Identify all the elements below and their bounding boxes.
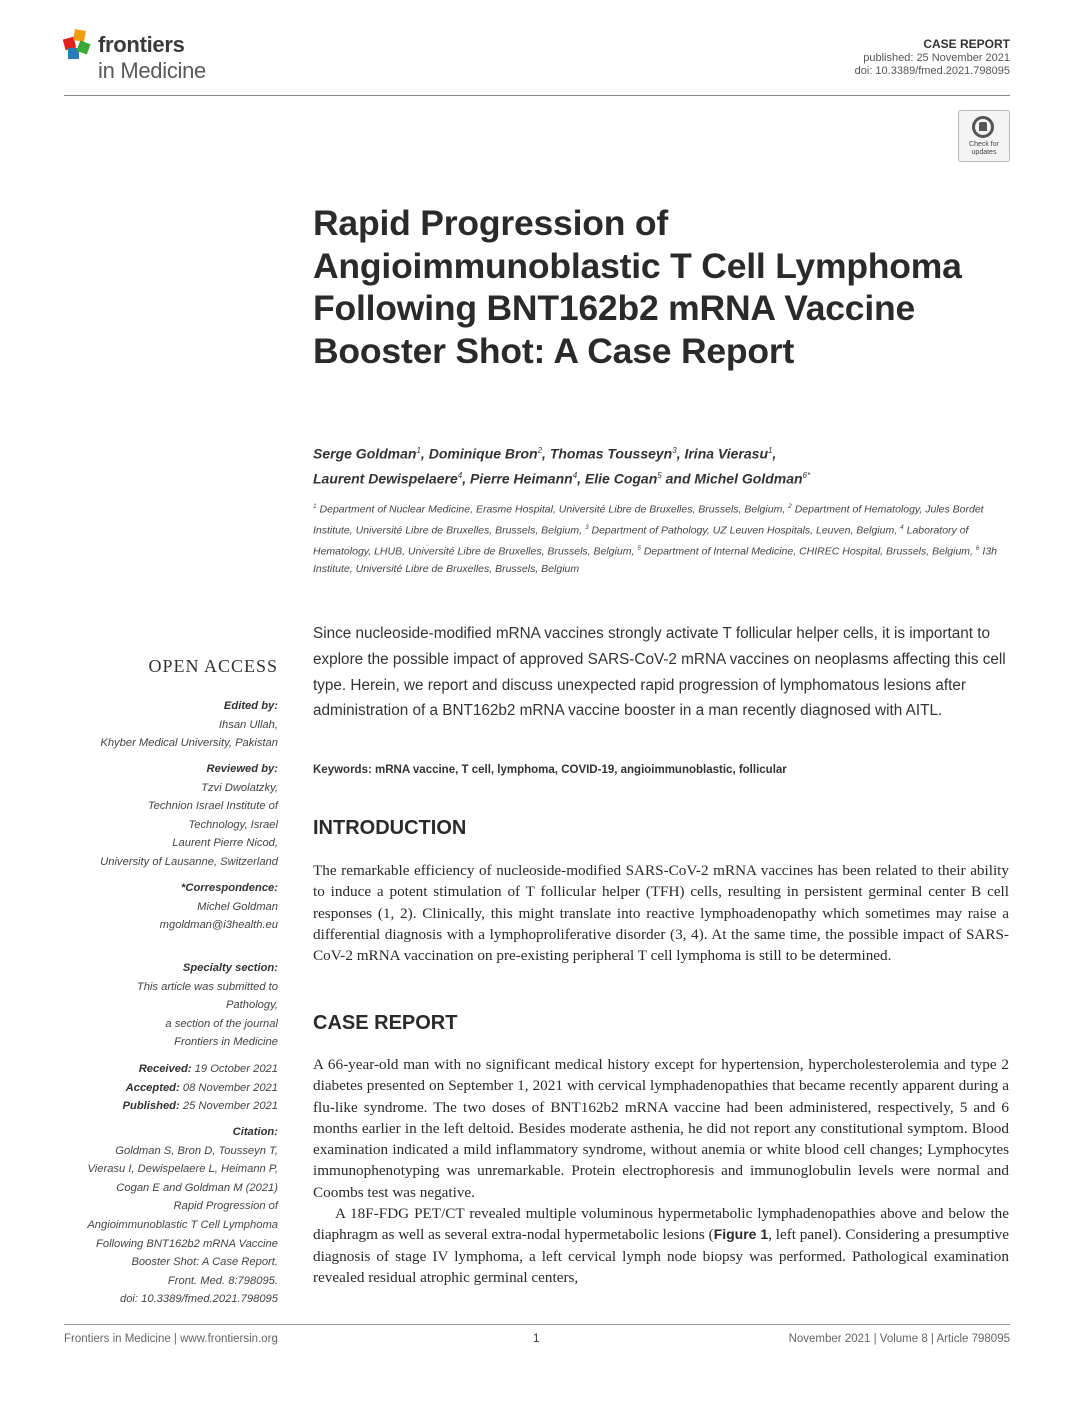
author-separator: ,: [676, 445, 685, 462]
accepted-value: 08 November 2021: [182, 1081, 278, 1094]
introduction-text: [313, 860, 1009, 966]
author-separator: ,: [462, 470, 470, 487]
affiliation-number: 5: [637, 544, 641, 552]
section-heading-case-report: CASE REPORT: [313, 1012, 458, 1034]
accepted-label: Accepted:: [125, 1081, 180, 1094]
correspondence-name: Michel Goldman: [197, 900, 278, 913]
check-for-updates-button[interactable]: [958, 110, 1010, 162]
received-value: 19 October 2021: [194, 1063, 278, 1075]
accepted-date: [123, 1079, 278, 1098]
author-affiliation-ref: 1: [416, 446, 421, 455]
affiliation-number: 2: [788, 503, 792, 510]
author-name[interactable]: Pierre Heimann: [469, 470, 573, 487]
reviewed-by-block: [100, 760, 278, 872]
citation-line: Goldman S, Bron D, Tousseyn T,: [115, 1144, 278, 1157]
case-paragraph-1: A 66-year-old man with no significant medical history except for hypertension, hypercholesterolemia and type 2 diabetes presented on September 1, 2021 with cervical lymphadenopathies that became recently apparent during a flu-like syndrome. The two doses of BNT162b2 mRNA vaccine had been administered, respectively, 5 and 6 months earlier in the left deltoid. Besides moderate asthenia, he did not report any constitutional symptom. Blood examination indicated a mild inflammatory syndrome, without anemia or white blood cell changes; Lymphocytes immunophenotyping was unremarkable. Protein electrophoresis and immunoglobulin levels were normal and Coombs test was negative.: [313, 1056, 1009, 1201]
affiliation-number: 6: [975, 544, 980, 552]
citation-line: Front. Med. 8:798095.: [167, 1274, 278, 1287]
citation-line: Rapid Progression of: [173, 1200, 278, 1213]
specialty-label: Specialty section:: [182, 962, 278, 974]
author-name[interactable]: Michel Goldman: [694, 470, 803, 487]
author-affiliation-ref: 1: [768, 446, 773, 455]
keywords-value: mRNA vaccine, T cell, lymphoma, COVID-19, angioimmunoblastic, follicular: [375, 764, 787, 776]
correspondence-email[interactable]: mgoldman@i3health.eu: [159, 919, 278, 932]
author-separator: ,: [772, 445, 777, 462]
reviewer-line: Tzvi Dwolatzky,: [201, 781, 278, 794]
author-affiliation-ref: 6*: [802, 470, 811, 480]
reviewer-line: Technion Israel Institute of: [147, 800, 278, 813]
citation-line: Booster Shot: A Case Report.: [131, 1256, 278, 1269]
keywords-label: Keywords:: [313, 764, 372, 776]
dates-block: [123, 1060, 278, 1116]
article-type: CASE REPORT: [923, 37, 1010, 51]
author-list: [313, 440, 1023, 489]
section-heading-introduction: INTRODUCTION: [313, 817, 467, 839]
case-p2-text-a: A 18F-FDG PET/CT revealed multiple voluminous hypermetabolic lymphadenopathies above and below the diaphragm as well as several extra-nodal hypermetabolic lesions (: [313, 1205, 1009, 1244]
published-label: Published:: [122, 1100, 180, 1113]
author-name[interactable]: Serge Goldman: [313, 445, 417, 462]
author-affiliation-ref: 5: [657, 470, 662, 480]
frontiers-logo-icon: [64, 30, 94, 60]
case-paragraph-2: [313, 1203, 1009, 1288]
reviewer-line: Technology, Israel: [188, 818, 278, 831]
citation-line: Following BNT162b2 mRNA Vaccine: [96, 1237, 278, 1250]
footer-article-info: November 2021 | Volume 8 | Article 798095: [788, 1333, 1010, 1345]
page-number: 1: [533, 1333, 540, 1345]
bookmark-icon: [972, 116, 994, 138]
author-name[interactable]: Laurent Dewispelaere: [313, 470, 458, 487]
published-date-sidebar: [123, 1097, 278, 1116]
author-affiliation-ref: 4: [457, 470, 463, 480]
citation-line: Angioimmunoblastic T Cell Lymphoma: [87, 1218, 278, 1231]
affiliation-text: Department of Hematology, Jules Bordet Institute, Université Libre de Bruxelles, Brussels, Belgium,: [313, 503, 984, 537]
published-date: published: 25 November 2021: [863, 51, 1010, 64]
footer-divider: [64, 1324, 1010, 1325]
footer-journal-link[interactable]: Frontiers in Medicine | www.frontiersin.org: [64, 1333, 278, 1345]
author-separator: ,: [542, 445, 550, 462]
edited-by-block: [100, 697, 278, 753]
journal-logo: [64, 28, 264, 88]
correspondence-label: *Correspondence:: [181, 882, 278, 894]
edited-by-label: Edited by:: [223, 700, 278, 712]
editor-affiliation: Khyber Medical University, Pakistan: [100, 737, 278, 750]
affiliations: [313, 498, 1013, 579]
affiliation-text: Department of Pathology, UZ Leuven Hospitals, Leuven, Belgium,: [588, 524, 901, 537]
citation-line: Vierasu I, Dewispelaere L, Heimann P,: [87, 1163, 278, 1176]
logo-text-journal: in Medicine: [98, 58, 206, 83]
citation-block: [87, 1123, 278, 1309]
specialty-line: Pathology,: [225, 999, 278, 1012]
specialty-line: a section of the journal: [165, 1017, 278, 1030]
reviewer-line: Laurent Pierre Nicod,: [172, 837, 278, 850]
editor-name: Ihsan Ullah,: [218, 718, 278, 731]
reviewer-line: University of Lausanne, Switzerland: [100, 855, 278, 868]
intro-paragraph: The remarkable efficiency of nucleoside-modified SARS-CoV-2 mRNA vaccines has been related to their ability to induce a potent stimulation of T follicular helper (TFH) cells, resulting in persistent germinal center B cell responses (1, 2). Clinically, this might translate into reactive lymphoadenopathy which sometimes may raise a differential diagnosis with a lymphoproliferative disorder (3, 4). At the same time, the possible impact of SARS-CoV-2 mRNA vaccination on pre-existing peripheral T cell lymphoma is still to be determined.: [313, 862, 1009, 965]
reviewed-by-label: Reviewed by:: [206, 763, 278, 775]
citation-line: Cogan E and Goldman M (2021): [116, 1181, 278, 1194]
doi-link[interactable]: doi: 10.3389/fmed.2021.798095: [854, 65, 1010, 77]
affiliation-number: 4: [900, 523, 904, 531]
abstract: Since nucleoside-modified mRNA vaccines strongly activate T follicular helper cells, it is important to explore the possible impact of approved SARS-CoV-2 mRNA vaccines on neoplasms affecting this cell type. Herein, we report and discuss unexpected rapid progression of lymphomatous lesions after administration of a BNT162b2 mRNA vaccine booster in a man recently diagnosed with AITL.: [313, 625, 1006, 720]
published-value: 25 November 2021: [182, 1100, 278, 1113]
author-affiliation-ref: 4: [572, 470, 578, 480]
article-meta: [855, 38, 1010, 79]
author-separator: ,: [420, 445, 429, 462]
affiliation-text: Department of Internal Medicine, CHIREC Hospital, Brussels, Belgium,: [640, 545, 976, 558]
author-name[interactable]: Elie Cogan: [584, 470, 658, 487]
author-name[interactable]: Dominique Bron: [428, 445, 538, 462]
author-affiliation-ref: 2: [537, 446, 543, 455]
received-label: Received:: [138, 1063, 192, 1075]
citation-label: Citation:: [232, 1126, 278, 1138]
case-report-text: [313, 1054, 1009, 1288]
article-title: Rapid Progression of Angioimmunoblastic T Cell Lymphoma Following BNT162b2 mRNA Vaccine Booster Shot: A Case Report: [313, 203, 962, 371]
specialty-line: This article was submitted to: [136, 980, 278, 993]
case-p2-text-b: , left panel). Considering a presumptive diagnosis of stage IV lymphoma, a left cervical lymph node biopsy was performed. Pathological examination revealed residual atrophic germinal centers,: [313, 1226, 1010, 1286]
open-access-label: OPEN ACCESS: [148, 656, 278, 676]
logo-text-frontiers: frontiers: [98, 32, 185, 57]
author-separator: ,: [577, 470, 585, 487]
keywords: [313, 764, 1023, 776]
citation-doi[interactable]: doi: 10.3389/fmed.2021.798095: [119, 1293, 278, 1306]
affiliation-number: 1: [313, 503, 317, 510]
figure-1-link[interactable]: Figure 1: [713, 1226, 769, 1243]
specialty-line: Frontiers in Medicine: [174, 1036, 278, 1049]
correspondence-block: [160, 879, 278, 935]
header-divider: [64, 95, 1010, 96]
check-updates-label: Check for updates: [969, 141, 999, 156]
affiliation-text: I3h Institute, Université Libre de Bruxelles, Brussels, Belgium: [313, 545, 998, 576]
author-separator: and: [661, 470, 695, 487]
author-name[interactable]: Irina Vierasu: [684, 445, 768, 462]
affiliation-text: Department of Nuclear Medicine, Erasme Hospital, Université Libre de Bruxelles, Brussels, Belgium,: [316, 503, 789, 516]
author-affiliation-ref: 3: [672, 446, 677, 455]
author-name[interactable]: Thomas Tousseyn: [549, 445, 673, 462]
received-date: [123, 1060, 278, 1079]
specialty-section-block: [137, 959, 278, 1052]
affiliation-number: 3: [584, 523, 589, 531]
affiliation-text: Laboratory of Hematology, LHUB, Université Libre de Bruxelles, Brussels, Belgium,: [313, 524, 969, 558]
